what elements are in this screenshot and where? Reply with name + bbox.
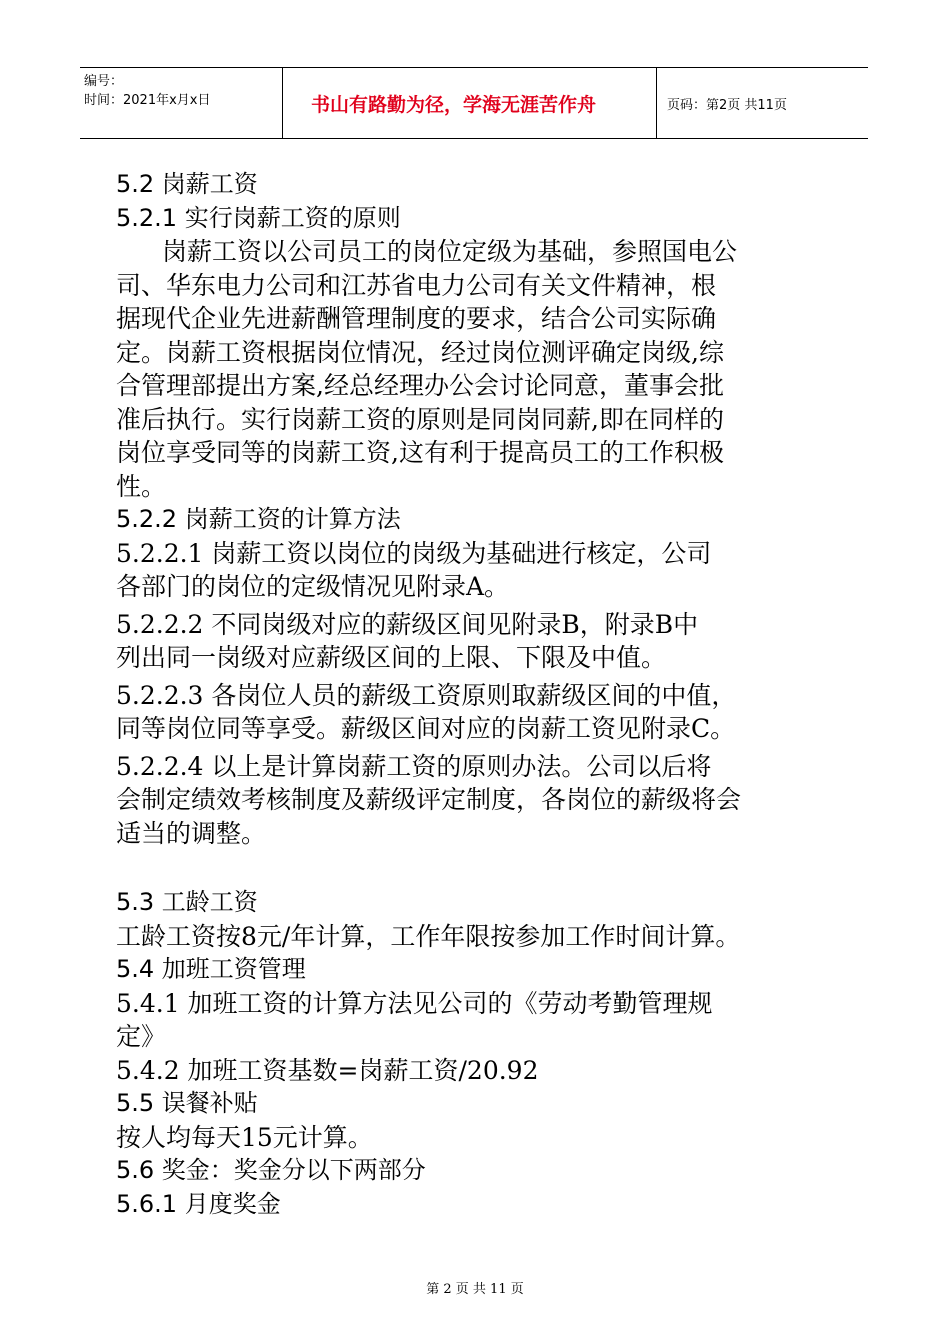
section-heading-5-2-1: 5.2.1 实行岗薪工资的原则 xyxy=(116,203,401,232)
section-heading-5-6-1: 5.6.1 月度奖金 xyxy=(116,1189,281,1218)
clause-line: 同等岗位同等享受。薪级区间对应的岗薪工资见附录C。 xyxy=(116,714,736,743)
clause-line: 列出同一岗级对应薪级区间的上限、下限及中值。 xyxy=(116,643,667,672)
paragraph-line: 据现代企业先进薪酬管理制度的要求，结合公司实际确 xyxy=(116,304,717,333)
clause-5-4-2: 5.4.2 加班工资基数=岗薪工资/20.92 xyxy=(116,1055,539,1085)
document-body xyxy=(116,168,836,1221)
clause-line: 5.2.2.2 不同岗级对应的薪级区间见附录B，附录B中 xyxy=(116,609,699,639)
document-header xyxy=(80,67,868,139)
clause-line: 5.2.2.4 以上是计算岗薪工资的原则办法。公司以后将 xyxy=(116,751,712,781)
clause-5-2-2-4 xyxy=(116,750,836,851)
paragraph-line: 岗薪工资以公司员工的岗位定级为基础，参照国电公 xyxy=(162,237,738,266)
clause-5-2-2-2 xyxy=(116,608,836,675)
paragraph-line: 司、华东电力公司和江苏省电力公司有关文件精神，根 xyxy=(116,270,717,300)
clause-line: 5.2.2.3 各岗位人员的薪级工资原则取薪级区间的中值， xyxy=(116,680,737,710)
section-heading-5-5: 5.5 误餐补贴 xyxy=(116,1089,258,1117)
header-meta xyxy=(80,68,283,138)
section-heading-5-2: 5.2 岗薪工资 xyxy=(116,170,258,198)
clause-line: 适当的调整。 xyxy=(116,818,267,848)
section-heading-5-2-2: 5.2.2 岗薪工资的计算方法 xyxy=(116,505,401,533)
clause-line: 5.4.1 加班工资的计算方法见公司的《劳动考勤管理规 xyxy=(116,988,713,1018)
seniority-pay-text: 工龄工资按8元/年计算，工作年限按参加工作时间计算。 xyxy=(116,921,741,951)
clause-line: 各部门的岗位的定级情况见附录A。 xyxy=(116,572,510,601)
clause-5-2-2-1 xyxy=(116,537,836,604)
clause-line: 会制定绩效考核制度及薪级评定制度，各岗位的薪级将会 xyxy=(116,785,742,814)
clause-line: 5.2.2.1 岗薪工资以岗位的岗级为基础进行核定，公司 xyxy=(116,538,712,568)
clause-5-2-2-3 xyxy=(116,679,836,746)
clause-line: 定》 xyxy=(116,1022,167,1051)
header-motto: 书山有路勤为径，学海无涯苦作舟 xyxy=(283,68,657,138)
paragraph-principle xyxy=(116,235,836,503)
section-heading-5-3: 5.3 工龄工资 xyxy=(116,888,258,916)
section-heading-5-6: 5.6 奖金：奖金分以下两部分 xyxy=(116,1156,426,1184)
paragraph-line: 岗位享受同等的岗薪工资,这有利于提高员工的工作积极 xyxy=(116,438,724,467)
paragraph-line: 性。 xyxy=(116,471,167,501)
paragraph-line: 合管理部提出方案,经总经理办公会讨论同意，董事会批 xyxy=(116,371,724,400)
section-heading-5-4: 5.4 加班工资管理 xyxy=(116,955,306,983)
document-number-label: 编号： xyxy=(84,74,124,89)
clause-5-4-1 xyxy=(116,987,836,1054)
document-time-label: 时间：2021年x月x日 xyxy=(84,93,211,108)
header-page-info: 页码：第2页 共11页 xyxy=(667,97,787,113)
paragraph-line: 准后执行。实行岗薪工资的原则是同岗同薪,即在同样的 xyxy=(116,404,724,434)
paragraph-line: 定。岗薪工资根据岗位情况，经过岗位测评确定岗级,综 xyxy=(116,337,724,367)
page-footer: 第 2 页 共 11 页 xyxy=(426,1282,524,1297)
meal-allowance-text: 按人均每天15元计算。 xyxy=(116,1122,373,1152)
